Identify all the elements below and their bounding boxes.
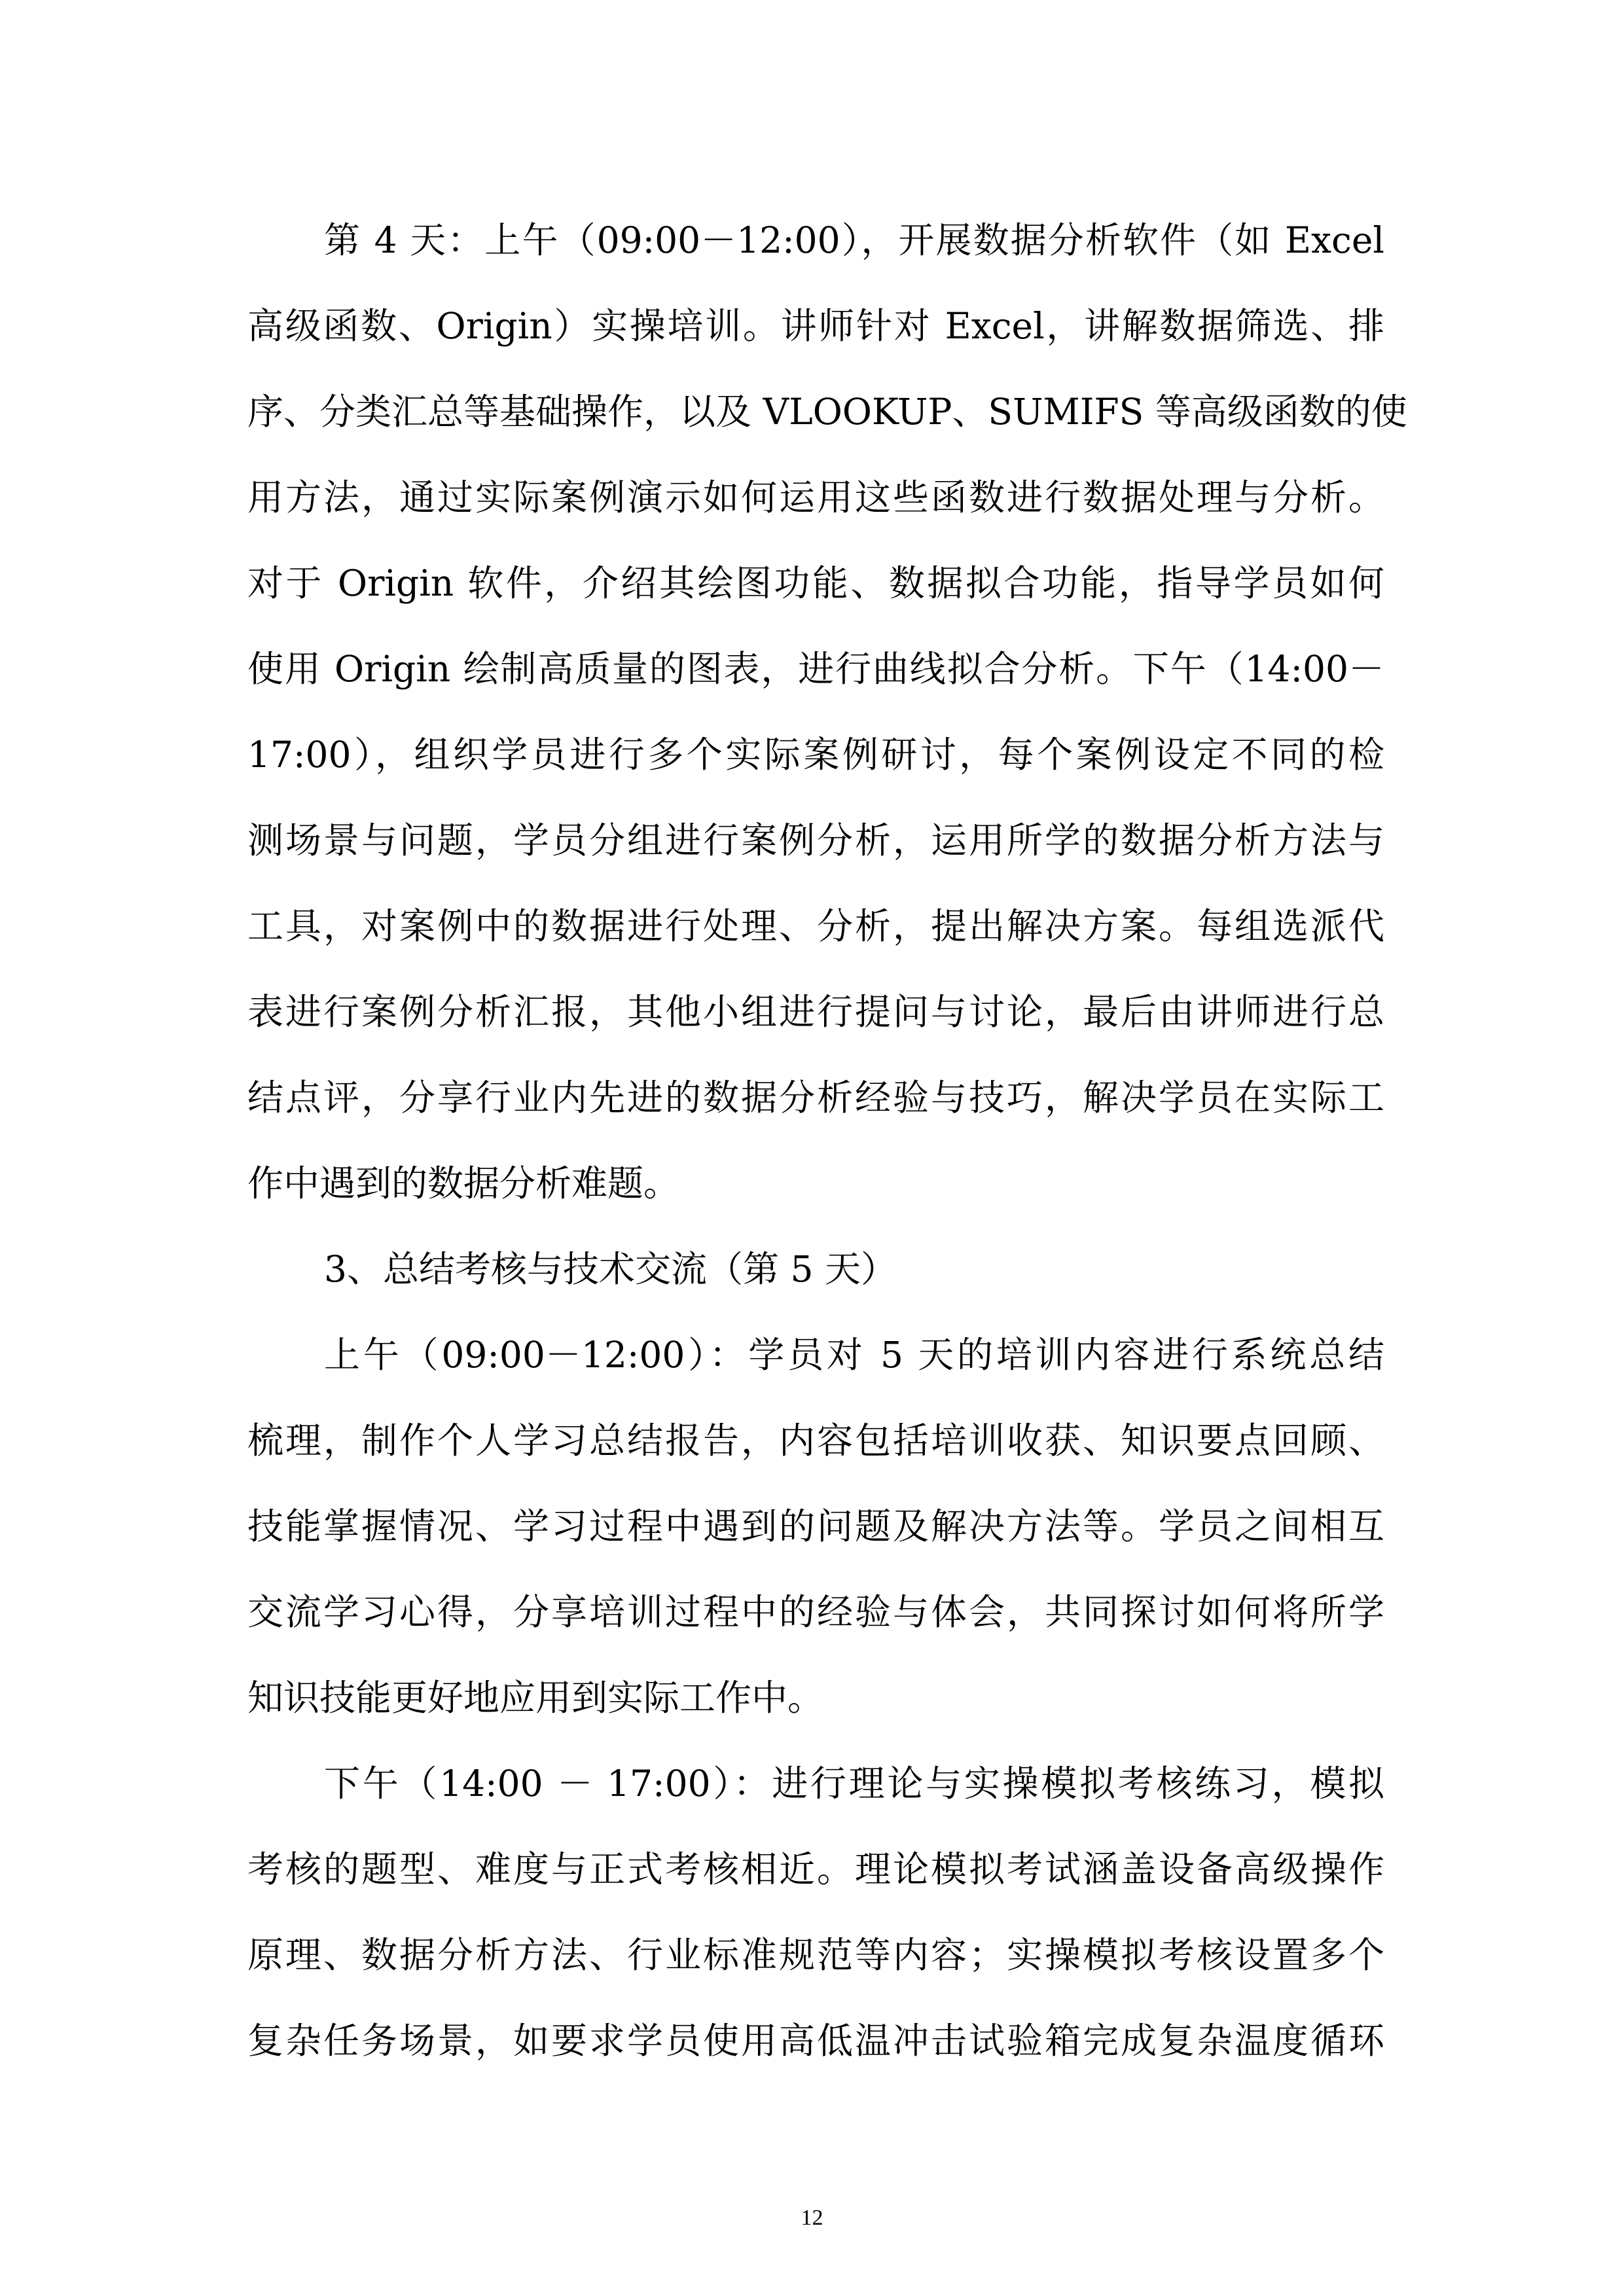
- text-line: 第 4 天：上午（09:00－12:00），开展数据分析软件（如 Excel: [324, 219, 1384, 261]
- text-line: 下午（14:00 － 17:00）：进行理论与实操模拟考核练习，模拟: [324, 1763, 1384, 1804]
- text-line: 用方法，通过实际案例演示如何运用这些函数进行数据处理与分析。: [247, 476, 1384, 518]
- text-line: 考核的题型、难度与正式考核相近。理论模拟考试涵盖设备高级操作: [247, 1848, 1384, 1890]
- text-line: 结点评，分享行业内先进的数据分析经验与技巧，解决学员在实际工: [247, 1077, 1384, 1119]
- text-line: 技能掌握情况、学习过程中遇到的问题及解决方法等。学员之间相互: [247, 1505, 1384, 1547]
- text-line: 作中遇到的数据分析难题。: [247, 1162, 680, 1204]
- text-line: 原理、数据分析方法、行业标准规范等内容；实操模拟考核设置多个: [247, 1934, 1384, 1976]
- page-number: 12: [801, 2206, 823, 2230]
- text-line: 17:00），组织学员进行多个实际案例研讨，每个案例设定不同的检: [247, 734, 1384, 776]
- text-line: 交流学习心得，分享培训过程中的经验与体会，共同探讨如何将所学: [247, 1591, 1384, 1633]
- text-line: 对于 Origin 软件，介绍其绘图功能、数据拟合功能，指导学员如何: [247, 562, 1384, 604]
- text-line: 上午（09:00－12:00）：学员对 5 天的培训内容进行系统总结: [324, 1334, 1384, 1376]
- text-line: 知识技能更好地应用到实际工作中。: [247, 1677, 824, 1719]
- text-line: 使用 Origin 绘制高质量的图表，进行曲线拟合分析。下午（14:00－: [247, 648, 1384, 690]
- text-line: 序、分类汇总等基础操作，以及 VLOOKUP、SUMIFS 等高级函数的使: [247, 391, 1407, 433]
- text-line: 测场景与问题，学员分组进行案例分析，运用所学的数据分析方法与: [247, 819, 1384, 861]
- text-line: 复杂任务场景，如要求学员使用高低温冲击试验箱完成复杂温度循环: [247, 2020, 1384, 2062]
- text-line: 工具，对案例中的数据进行处理、分析，提出解决方案。每组选派代: [247, 905, 1384, 947]
- text-line: 梳理，制作个人学习总结报告，内容包括培训收获、知识要点回顾、: [247, 1420, 1384, 1462]
- text-line: 表进行案例分析汇报，其他小组进行提问与讨论，最后由讲师进行总: [247, 991, 1384, 1033]
- text-line: 高级函数、Origin）实操培训。讲师针对 Excel，讲解数据筛选、排: [247, 305, 1384, 347]
- section-heading: 3、总结考核与技术交流（第 5 天）: [324, 1248, 897, 1290]
